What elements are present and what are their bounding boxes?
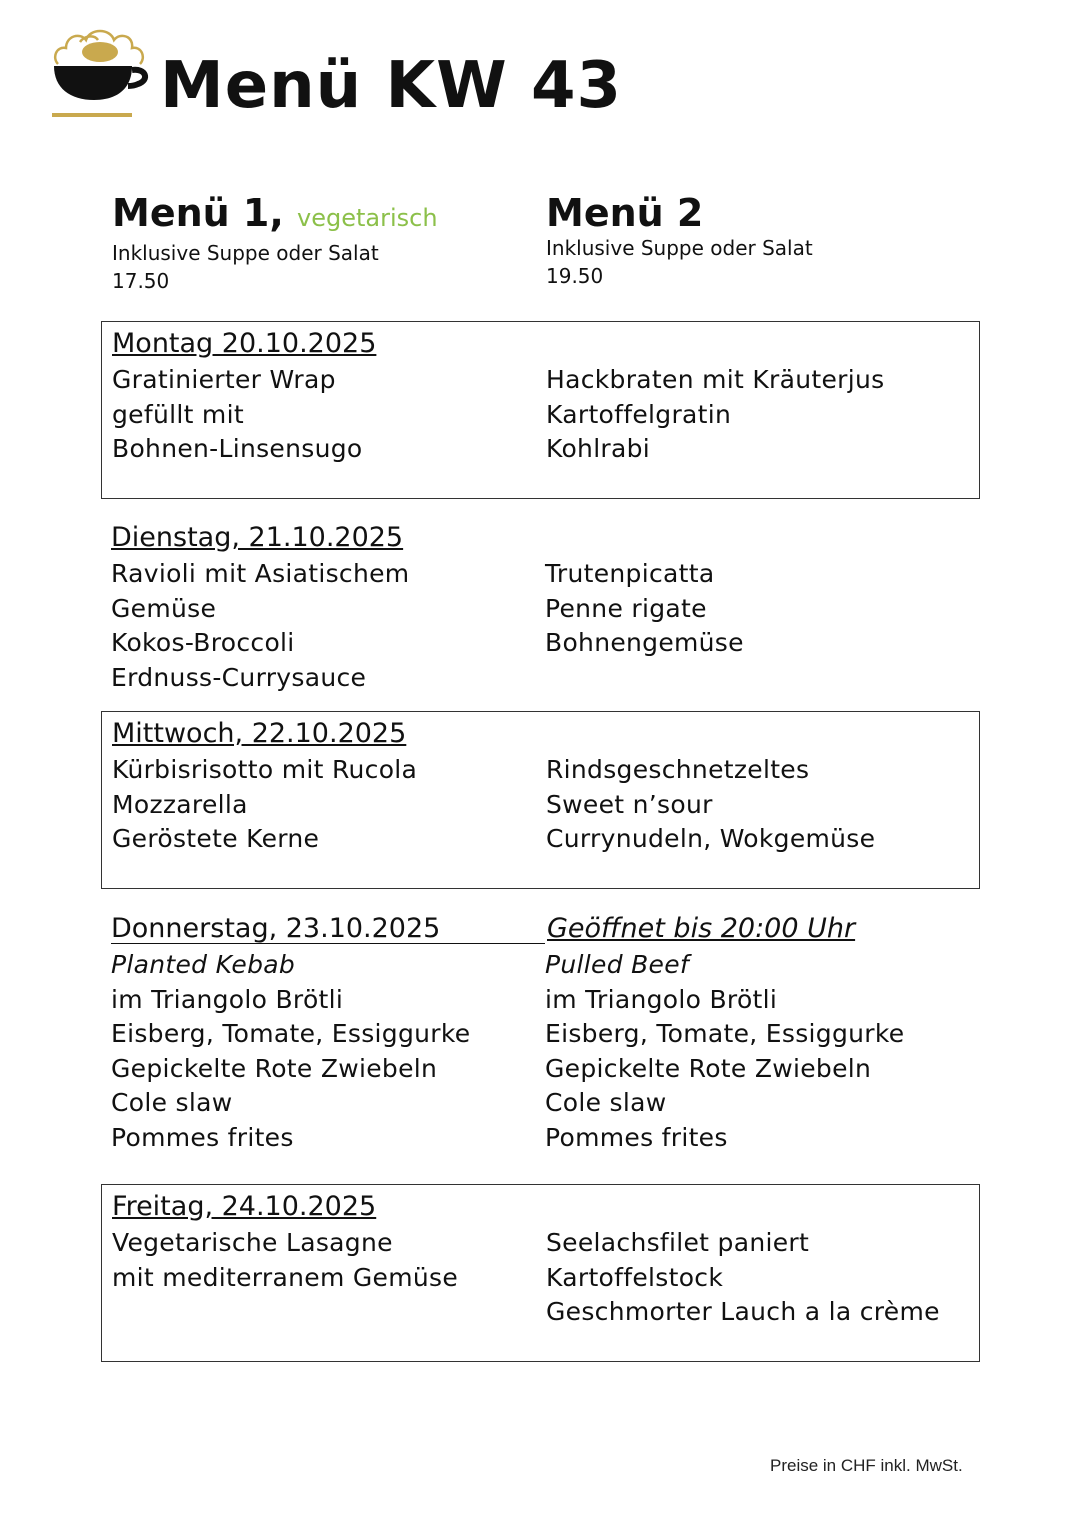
day-title: Donnerstag, 23.10.2025	[111, 913, 441, 944]
menu-2-dishes	[546, 1226, 940, 1330]
menu-2-header	[546, 192, 813, 290]
dish-line: Pommes frites	[545, 1122, 728, 1152]
dish-line: Rindsgeschnetzeltes	[546, 755, 810, 784]
day-title: Mittwoch, 22.10.2025	[112, 718, 407, 749]
day-title: Freitag, 24.10.2025	[112, 1191, 377, 1222]
dish-line: Gepickelte Rote Zwiebeln	[111, 1053, 438, 1083]
dish-line: Kokos-Broccoli	[111, 628, 295, 658]
menu-1-dishes	[111, 557, 409, 695]
dish-line: Erdnuss-Currysauce	[111, 662, 367, 692]
dish-line: Geschmorter Lauch a la crème	[546, 1297, 940, 1327]
dish-line: Trutenpicatta	[545, 559, 715, 588]
dish-line: Cole slaw	[545, 1088, 667, 1118]
day-title: Montag 20.10.2025	[112, 328, 377, 359]
dish-line: Planted Kebab	[111, 950, 296, 979]
dish-line: Geröstete Kerne	[112, 824, 320, 854]
cafe-cup-logo-icon	[50, 22, 150, 122]
menu-1-price: 17.50	[112, 269, 170, 293]
dish-line: mit mediterranem Gemüse	[112, 1262, 458, 1292]
dish-line: gefüllt mit	[112, 399, 244, 429]
price-footnote: Preise in CHF inkl. MwSt.	[770, 1456, 963, 1475]
dish-line: Sweet n’sour	[546, 789, 713, 819]
dish-line: Bohnengemüse	[545, 628, 744, 658]
dish-line: Eisberg, Tomate, Essiggurke	[111, 1019, 471, 1049]
dish-line: Ravioli mit Asiatischem	[111, 559, 410, 588]
dish-line: Currynudeln, Wokgemüse	[546, 824, 876, 854]
menu-2-name: Menü 2	[546, 191, 704, 235]
menu-1-dishes	[112, 363, 363, 467]
dish-line: Kartoffelstock	[546, 1262, 724, 1292]
day-tuesday	[101, 516, 980, 696]
dish-line: im Triangolo Brötli	[545, 984, 778, 1014]
dish-line: Kartoffelgratin	[546, 399, 732, 429]
vegetarian-tag: vegetarisch	[297, 204, 438, 232]
day-friday	[101, 1184, 980, 1362]
dish-line: im Triangolo Brötli	[111, 984, 344, 1014]
day-title: Dienstag, 21.10.2025	[111, 522, 404, 553]
menu-1-name: Menü 1,	[112, 191, 284, 235]
opening-hours-note: Geöffnet bis 20:00 Uhr	[547, 913, 856, 944]
page-title: Menü KW 43	[160, 49, 623, 123]
menu-2-subtitle: Inklusive Suppe oder Salat	[546, 236, 813, 260]
menu-1-header	[112, 192, 438, 295]
dish-line: Pulled Beef	[545, 950, 690, 979]
dish-line: Gepickelte Rote Zwiebeln	[545, 1053, 872, 1083]
menu-1-dishes	[111, 948, 470, 1156]
dish-line: Eisberg, Tomate, Essiggurke	[545, 1019, 905, 1049]
menu-2-dishes	[545, 557, 744, 661]
day-thursday	[101, 907, 980, 1167]
dish-line: Gratinierter Wrap	[112, 365, 336, 394]
day-monday	[101, 321, 980, 499]
menu-2-price: 19.50	[546, 264, 604, 288]
title-underline	[111, 943, 545, 944]
dish-line: Seelachsfilet paniert	[546, 1228, 810, 1257]
dish-line: Cole slaw	[111, 1088, 233, 1118]
menu-1-subtitle: Inklusive Suppe oder Salat	[112, 241, 379, 265]
dish-line: Vegetarische Lasagne	[112, 1228, 393, 1257]
dish-line: Gemüse	[111, 593, 217, 623]
day-wednesday	[101, 711, 980, 889]
dish-line: Bohnen-Linsensugo	[112, 434, 363, 464]
menu-2-dishes	[545, 948, 904, 1156]
menu-2-dishes	[546, 363, 884, 467]
menu-1-dishes	[112, 1226, 458, 1295]
dish-line: Penne rigate	[545, 593, 707, 623]
dish-line: Kohlrabi	[546, 434, 651, 464]
dish-line: Kürbisrisotto mit Rucola	[112, 755, 418, 784]
menu-1-dishes	[112, 753, 417, 857]
dish-line: Mozzarella	[112, 789, 248, 819]
menu-2-dishes	[546, 753, 875, 857]
dish-line: Hackbraten mit Kräuterjus	[546, 365, 885, 394]
dish-line: Pommes frites	[111, 1122, 294, 1152]
